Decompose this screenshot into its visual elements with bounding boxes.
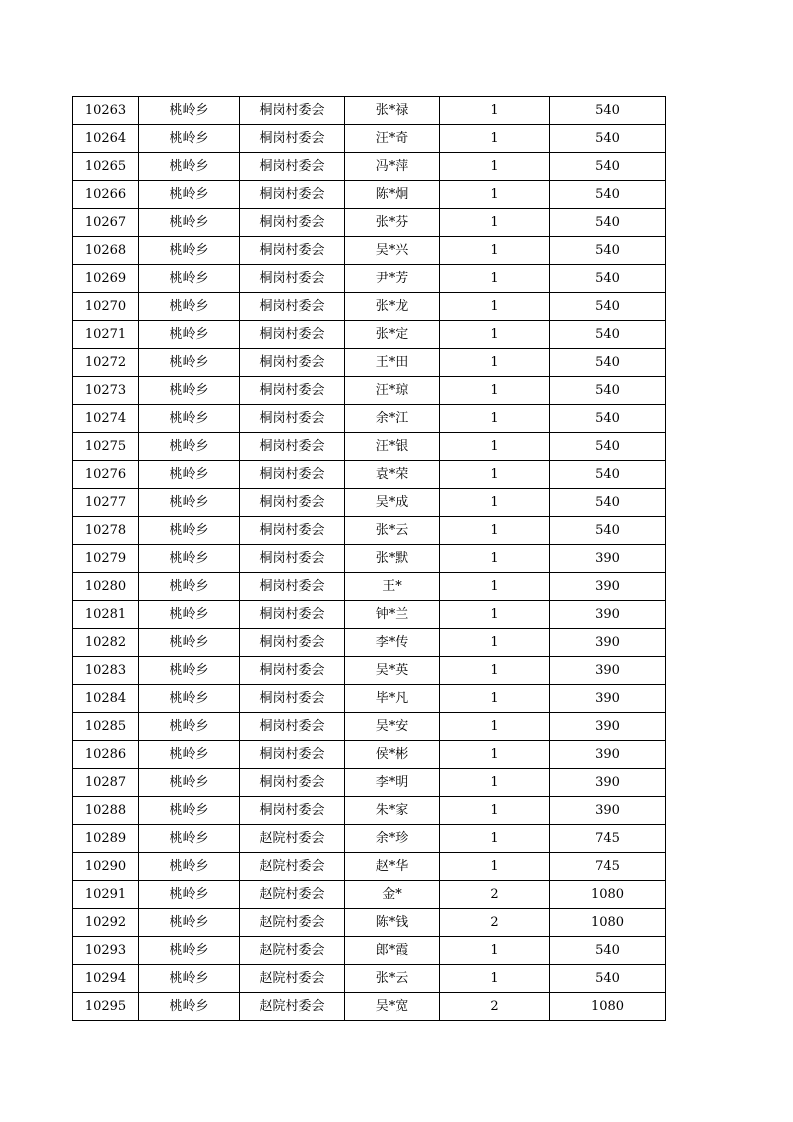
village-committee-cell: 桐岗村委会 <box>240 685 345 713</box>
table-row <box>73 489 666 517</box>
town-cell: 桃岭乡 <box>139 797 240 825</box>
person-name-cell: 余*江 <box>345 405 440 433</box>
person-name-cell: 朱*家 <box>345 797 440 825</box>
record-id-cell: 10271 <box>73 321 139 349</box>
person-name-cell: 陈*钱 <box>345 909 440 937</box>
village-committee-cell: 桐岗村委会 <box>240 461 345 489</box>
village-committee-cell: 桐岗村委会 <box>240 517 345 545</box>
amount-cell: 390 <box>550 629 666 657</box>
person-name-cell: 李*传 <box>345 629 440 657</box>
record-id-cell: 10295 <box>73 993 139 1021</box>
record-id-cell: 10274 <box>73 405 139 433</box>
person-name-cell: 汪*银 <box>345 433 440 461</box>
village-committee-cell: 赵院村委会 <box>240 993 345 1021</box>
household-count-cell: 1 <box>440 209 550 237</box>
record-id-cell: 10279 <box>73 545 139 573</box>
town-cell: 桃岭乡 <box>139 685 240 713</box>
amount-cell: 540 <box>550 349 666 377</box>
amount-cell: 540 <box>550 237 666 265</box>
person-name-cell: 张*默 <box>345 545 440 573</box>
table-row <box>73 937 666 965</box>
person-name-cell: 钟*兰 <box>345 601 440 629</box>
table-row <box>73 265 666 293</box>
record-id-cell: 10269 <box>73 265 139 293</box>
table-row <box>73 97 666 125</box>
person-name-cell: 李*明 <box>345 769 440 797</box>
table-row <box>73 125 666 153</box>
village-committee-cell: 赵院村委会 <box>240 881 345 909</box>
amount-cell: 540 <box>550 209 666 237</box>
table-row <box>73 685 666 713</box>
amount-cell: 390 <box>550 601 666 629</box>
table-row <box>73 797 666 825</box>
table-row <box>73 153 666 181</box>
amount-cell: 540 <box>550 293 666 321</box>
household-count-cell: 1 <box>440 517 550 545</box>
person-name-cell: 吴*成 <box>345 489 440 517</box>
village-committee-cell: 赵院村委会 <box>240 937 345 965</box>
household-count-cell: 1 <box>440 685 550 713</box>
town-cell: 桃岭乡 <box>139 433 240 461</box>
town-cell: 桃岭乡 <box>139 517 240 545</box>
village-committee-cell: 桐岗村委会 <box>240 629 345 657</box>
table-row <box>73 405 666 433</box>
amount-cell: 1080 <box>550 993 666 1021</box>
household-count-cell: 1 <box>440 181 550 209</box>
household-count-cell: 1 <box>440 769 550 797</box>
village-committee-cell: 桐岗村委会 <box>240 573 345 601</box>
person-name-cell: 汪*奇 <box>345 125 440 153</box>
amount-cell: 540 <box>550 377 666 405</box>
amount-cell: 540 <box>550 153 666 181</box>
town-cell: 桃岭乡 <box>139 125 240 153</box>
person-name-cell: 冯*萍 <box>345 153 440 181</box>
person-name-cell: 张*禄 <box>345 97 440 125</box>
town-cell: 桃岭乡 <box>139 209 240 237</box>
household-count-cell: 1 <box>440 349 550 377</box>
amount-cell: 1080 <box>550 881 666 909</box>
person-name-cell: 郎*霞 <box>345 937 440 965</box>
household-count-cell: 1 <box>440 965 550 993</box>
household-count-cell: 1 <box>440 629 550 657</box>
person-name-cell: 王* <box>345 573 440 601</box>
town-cell: 桃岭乡 <box>139 181 240 209</box>
person-name-cell: 尹*芳 <box>345 265 440 293</box>
table-row <box>73 293 666 321</box>
village-committee-cell: 桐岗村委会 <box>240 433 345 461</box>
town-cell: 桃岭乡 <box>139 545 240 573</box>
roster-table <box>72 96 666 1021</box>
household-count-cell: 1 <box>440 433 550 461</box>
village-committee-cell: 赵院村委会 <box>240 909 345 937</box>
household-count-cell: 1 <box>440 825 550 853</box>
table-row <box>73 461 666 489</box>
town-cell: 桃岭乡 <box>139 265 240 293</box>
amount-cell: 390 <box>550 713 666 741</box>
person-name-cell: 张*芬 <box>345 209 440 237</box>
village-committee-cell: 赵院村委会 <box>240 965 345 993</box>
amount-cell: 1080 <box>550 909 666 937</box>
household-count-cell: 1 <box>440 797 550 825</box>
town-cell: 桃岭乡 <box>139 713 240 741</box>
person-name-cell: 侯*彬 <box>345 741 440 769</box>
town-cell: 桃岭乡 <box>139 321 240 349</box>
household-count-cell: 1 <box>440 601 550 629</box>
table-row <box>73 741 666 769</box>
record-id-cell: 10283 <box>73 657 139 685</box>
household-count-cell: 1 <box>440 713 550 741</box>
village-committee-cell: 桐岗村委会 <box>240 237 345 265</box>
table-row <box>73 993 666 1021</box>
village-committee-cell: 桐岗村委会 <box>240 405 345 433</box>
table-row <box>73 349 666 377</box>
town-cell: 桃岭乡 <box>139 405 240 433</box>
person-name-cell: 王*田 <box>345 349 440 377</box>
person-name-cell: 金* <box>345 881 440 909</box>
table-row <box>73 713 666 741</box>
amount-cell: 540 <box>550 97 666 125</box>
village-committee-cell: 赵院村委会 <box>240 853 345 881</box>
town-cell: 桃岭乡 <box>139 237 240 265</box>
town-cell: 桃岭乡 <box>139 853 240 881</box>
town-cell: 桃岭乡 <box>139 461 240 489</box>
household-count-cell: 1 <box>440 265 550 293</box>
person-name-cell: 陈*炯 <box>345 181 440 209</box>
village-committee-cell: 桐岗村委会 <box>240 153 345 181</box>
village-committee-cell: 桐岗村委会 <box>240 601 345 629</box>
town-cell: 桃岭乡 <box>139 909 240 937</box>
household-count-cell: 2 <box>440 881 550 909</box>
record-id-cell: 10272 <box>73 349 139 377</box>
town-cell: 桃岭乡 <box>139 97 240 125</box>
town-cell: 桃岭乡 <box>139 881 240 909</box>
table-row <box>73 853 666 881</box>
village-committee-cell: 桐岗村委会 <box>240 657 345 685</box>
amount-cell: 540 <box>550 965 666 993</box>
record-id-cell: 10278 <box>73 517 139 545</box>
table-row <box>73 601 666 629</box>
record-id-cell: 10267 <box>73 209 139 237</box>
table-row <box>73 657 666 685</box>
amount-cell: 540 <box>550 181 666 209</box>
town-cell: 桃岭乡 <box>139 741 240 769</box>
village-committee-cell: 赵院村委会 <box>240 825 345 853</box>
household-count-cell: 1 <box>440 125 550 153</box>
table-row <box>73 825 666 853</box>
person-name-cell: 毕*凡 <box>345 685 440 713</box>
table-row <box>73 629 666 657</box>
record-id-cell: 10289 <box>73 825 139 853</box>
table-row <box>73 909 666 937</box>
record-id-cell: 10266 <box>73 181 139 209</box>
table-row <box>73 433 666 461</box>
town-cell: 桃岭乡 <box>139 629 240 657</box>
person-name-cell: 吴*安 <box>345 713 440 741</box>
roster-table-body <box>73 97 666 1021</box>
person-name-cell: 汪*琼 <box>345 377 440 405</box>
village-committee-cell: 桐岗村委会 <box>240 769 345 797</box>
town-cell: 桃岭乡 <box>139 573 240 601</box>
amount-cell: 390 <box>550 769 666 797</box>
record-id-cell: 10286 <box>73 741 139 769</box>
amount-cell: 540 <box>550 489 666 517</box>
amount-cell: 745 <box>550 853 666 881</box>
record-id-cell: 10285 <box>73 713 139 741</box>
household-count-cell: 1 <box>440 377 550 405</box>
table-row <box>73 517 666 545</box>
table-row <box>73 545 666 573</box>
table-row <box>73 181 666 209</box>
household-count-cell: 1 <box>440 321 550 349</box>
town-cell: 桃岭乡 <box>139 349 240 377</box>
record-id-cell: 10281 <box>73 601 139 629</box>
table-row <box>73 573 666 601</box>
town-cell: 桃岭乡 <box>139 601 240 629</box>
village-committee-cell: 桐岗村委会 <box>240 377 345 405</box>
village-committee-cell: 桐岗村委会 <box>240 181 345 209</box>
table-row <box>73 237 666 265</box>
town-cell: 桃岭乡 <box>139 489 240 517</box>
village-committee-cell: 桐岗村委会 <box>240 713 345 741</box>
town-cell: 桃岭乡 <box>139 377 240 405</box>
household-count-cell: 1 <box>440 657 550 685</box>
village-committee-cell: 桐岗村委会 <box>240 265 345 293</box>
record-id-cell: 10273 <box>73 377 139 405</box>
amount-cell: 745 <box>550 825 666 853</box>
household-count-cell: 1 <box>440 97 550 125</box>
amount-cell: 390 <box>550 685 666 713</box>
town-cell: 桃岭乡 <box>139 825 240 853</box>
amount-cell: 390 <box>550 797 666 825</box>
record-id-cell: 10276 <box>73 461 139 489</box>
amount-cell: 390 <box>550 545 666 573</box>
amount-cell: 540 <box>550 321 666 349</box>
table-row <box>73 769 666 797</box>
record-id-cell: 10282 <box>73 629 139 657</box>
person-name-cell: 张*龙 <box>345 293 440 321</box>
table-row <box>73 377 666 405</box>
amount-cell: 540 <box>550 461 666 489</box>
table-row <box>73 209 666 237</box>
record-id-cell: 10294 <box>73 965 139 993</box>
village-committee-cell: 桐岗村委会 <box>240 489 345 517</box>
record-id-cell: 10288 <box>73 797 139 825</box>
village-committee-cell: 桐岗村委会 <box>240 125 345 153</box>
amount-cell: 390 <box>550 573 666 601</box>
town-cell: 桃岭乡 <box>139 293 240 321</box>
record-id-cell: 10287 <box>73 769 139 797</box>
village-committee-cell: 桐岗村委会 <box>240 321 345 349</box>
record-id-cell: 10284 <box>73 685 139 713</box>
household-count-cell: 1 <box>440 237 550 265</box>
record-id-cell: 10270 <box>73 293 139 321</box>
household-count-cell: 2 <box>440 909 550 937</box>
record-id-cell: 10280 <box>73 573 139 601</box>
person-name-cell: 张*云 <box>345 965 440 993</box>
village-committee-cell: 桐岗村委会 <box>240 293 345 321</box>
table-row <box>73 881 666 909</box>
amount-cell: 540 <box>550 125 666 153</box>
person-name-cell: 吴*兴 <box>345 237 440 265</box>
village-committee-cell: 桐岗村委会 <box>240 545 345 573</box>
household-count-cell: 1 <box>440 573 550 601</box>
household-count-cell: 1 <box>440 153 550 181</box>
person-name-cell: 余*珍 <box>345 825 440 853</box>
amount-cell: 390 <box>550 741 666 769</box>
person-name-cell: 袁*荣 <box>345 461 440 489</box>
town-cell: 桃岭乡 <box>139 769 240 797</box>
record-id-cell: 10268 <box>73 237 139 265</box>
household-count-cell: 1 <box>440 489 550 517</box>
village-committee-cell: 桐岗村委会 <box>240 209 345 237</box>
village-committee-cell: 桐岗村委会 <box>240 741 345 769</box>
amount-cell: 540 <box>550 265 666 293</box>
table-row <box>73 965 666 993</box>
person-name-cell: 张*定 <box>345 321 440 349</box>
town-cell: 桃岭乡 <box>139 153 240 181</box>
amount-cell: 390 <box>550 657 666 685</box>
town-cell: 桃岭乡 <box>139 657 240 685</box>
person-name-cell: 吴*宽 <box>345 993 440 1021</box>
record-id-cell: 10263 <box>73 97 139 125</box>
record-id-cell: 10264 <box>73 125 139 153</box>
household-count-cell: 1 <box>440 853 550 881</box>
household-count-cell: 1 <box>440 293 550 321</box>
record-id-cell: 10292 <box>73 909 139 937</box>
amount-cell: 540 <box>550 937 666 965</box>
household-count-cell: 1 <box>440 461 550 489</box>
record-id-cell: 10275 <box>73 433 139 461</box>
person-name-cell: 赵*华 <box>345 853 440 881</box>
village-committee-cell: 桐岗村委会 <box>240 349 345 377</box>
record-id-cell: 10277 <box>73 489 139 517</box>
record-id-cell: 10265 <box>73 153 139 181</box>
amount-cell: 540 <box>550 405 666 433</box>
household-count-cell: 1 <box>440 405 550 433</box>
amount-cell: 540 <box>550 517 666 545</box>
household-count-cell: 1 <box>440 741 550 769</box>
household-count-cell: 1 <box>440 545 550 573</box>
village-committee-cell: 桐岗村委会 <box>240 797 345 825</box>
town-cell: 桃岭乡 <box>139 965 240 993</box>
record-id-cell: 10290 <box>73 853 139 881</box>
village-committee-cell: 桐岗村委会 <box>240 97 345 125</box>
record-id-cell: 10293 <box>73 937 139 965</box>
town-cell: 桃岭乡 <box>139 937 240 965</box>
record-id-cell: 10291 <box>73 881 139 909</box>
household-count-cell: 2 <box>440 993 550 1021</box>
person-name-cell: 张*云 <box>345 517 440 545</box>
household-count-cell: 1 <box>440 937 550 965</box>
amount-cell: 540 <box>550 433 666 461</box>
town-cell: 桃岭乡 <box>139 993 240 1021</box>
table-row <box>73 321 666 349</box>
person-name-cell: 吴*英 <box>345 657 440 685</box>
